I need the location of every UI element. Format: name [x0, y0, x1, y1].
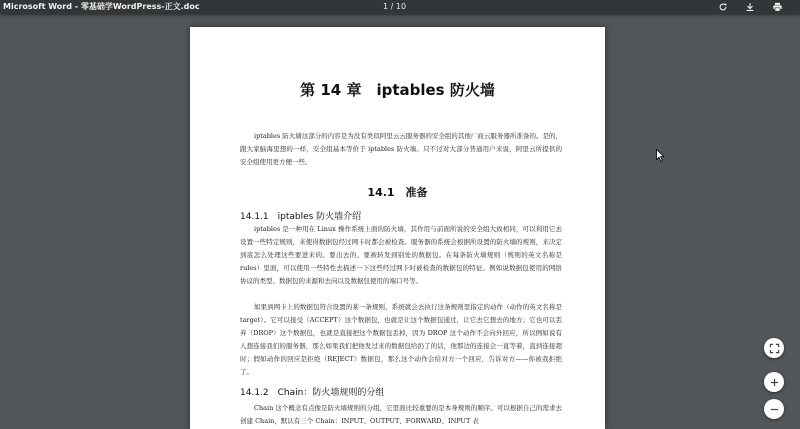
body-paragraph-2: 如果到网卡上的数据包符合设置的某一条规则，系统就会去执行这条规则里指定的动作（动作的英文名称是 target）。它可以接受（ACCEPT）这个数据包，也就是让这个数据包通过，让它去它想去的地方；它也可以丢弃（DROP）这个数据包，也就是直接把这个数据包丢掉，因为 DROP 这个动作不会向外回应，所以例如说有人想连接我们的服务器，那么如果我们把他发过来的数据包给扔了的话，他那边的连接会一直等着，直到连接超时；假如动作的回应是拒绝（REJECT）数据包，那么这个动作会给对方一个回应，告诉对方——你被我拒绝了。	[240, 303, 562, 376]
zoom-out-button[interactable]	[764, 399, 784, 419]
fit-to-page-button[interactable]	[764, 338, 784, 358]
chapter-title: 第 14 章 iptables 防火墙	[300, 81, 495, 99]
section-heading: 14.1 准备	[367, 186, 428, 199]
subsection-heading-1: 14.1.1 iptables 防火墙介绍	[240, 212, 362, 222]
plus-icon	[769, 377, 780, 388]
document-title: Microsoft Word - 零基础学WordPress-正文.doc	[3, 2, 200, 11]
subsection-heading-2: 14.1.2 Chain：防火墙规则的分组	[240, 388, 385, 398]
mouse-cursor-icon	[656, 149, 665, 162]
viewer-toolbar	[0, 0, 800, 14]
download-icon	[745, 2, 755, 12]
document-page	[190, 27, 605, 429]
print-icon	[772, 2, 783, 12]
body-paragraph-3: Chain 这个概念有点像是防火墙规则的分组，它里面比较重要的是本身规则的顺序。可以根据自己的需求去创建 Chain，默认有三个 Chain：INPUT、OUTPUT、FORWARD、INPUT 表	[240, 404, 562, 425]
body-paragraph-1: iptables 是一种用在 Linux 操作系统上面的防火墙，其作用与前面所说的安全组大致相同，可以利用它去设置一些特定规则，来使得数据包经过网卡时都会被检查。服务器的系统会根据所设置的防火墙的规则，来决定到底怎么处理这些要进来的。要出去的、要被转发到别处的数据包。在每条防火墙规则（规则的英文名称是 rules）里面，可以使用一些特性去描述一下这些经过网卡时被检查的数据包的特征。例如说数据包使用的网络协议的类型、数据包的来源和去向以及数据包使用的端口号等。	[240, 225, 562, 285]
rotate-icon	[718, 2, 728, 12]
print-button[interactable]	[771, 1, 783, 13]
page-indicator: 1 / 10	[383, 2, 407, 11]
download-button[interactable]	[744, 1, 756, 13]
rotate-button[interactable]	[717, 1, 729, 13]
minus-icon	[769, 404, 780, 415]
intro-paragraph: iptables 防火墙这部分的内容是为没有类似阿里云云服务器的安全组的其他厂商云服务器所准备的。是的，跟大家脑海里想的一样，安全组基本等价于 iptables 防火墙。只不过对大部分普通用户来说，阿里云所提供的安全组使用更方便一些。	[240, 132, 562, 166]
fit-to-page-icon	[769, 343, 780, 354]
zoom-in-button[interactable]	[764, 372, 784, 392]
